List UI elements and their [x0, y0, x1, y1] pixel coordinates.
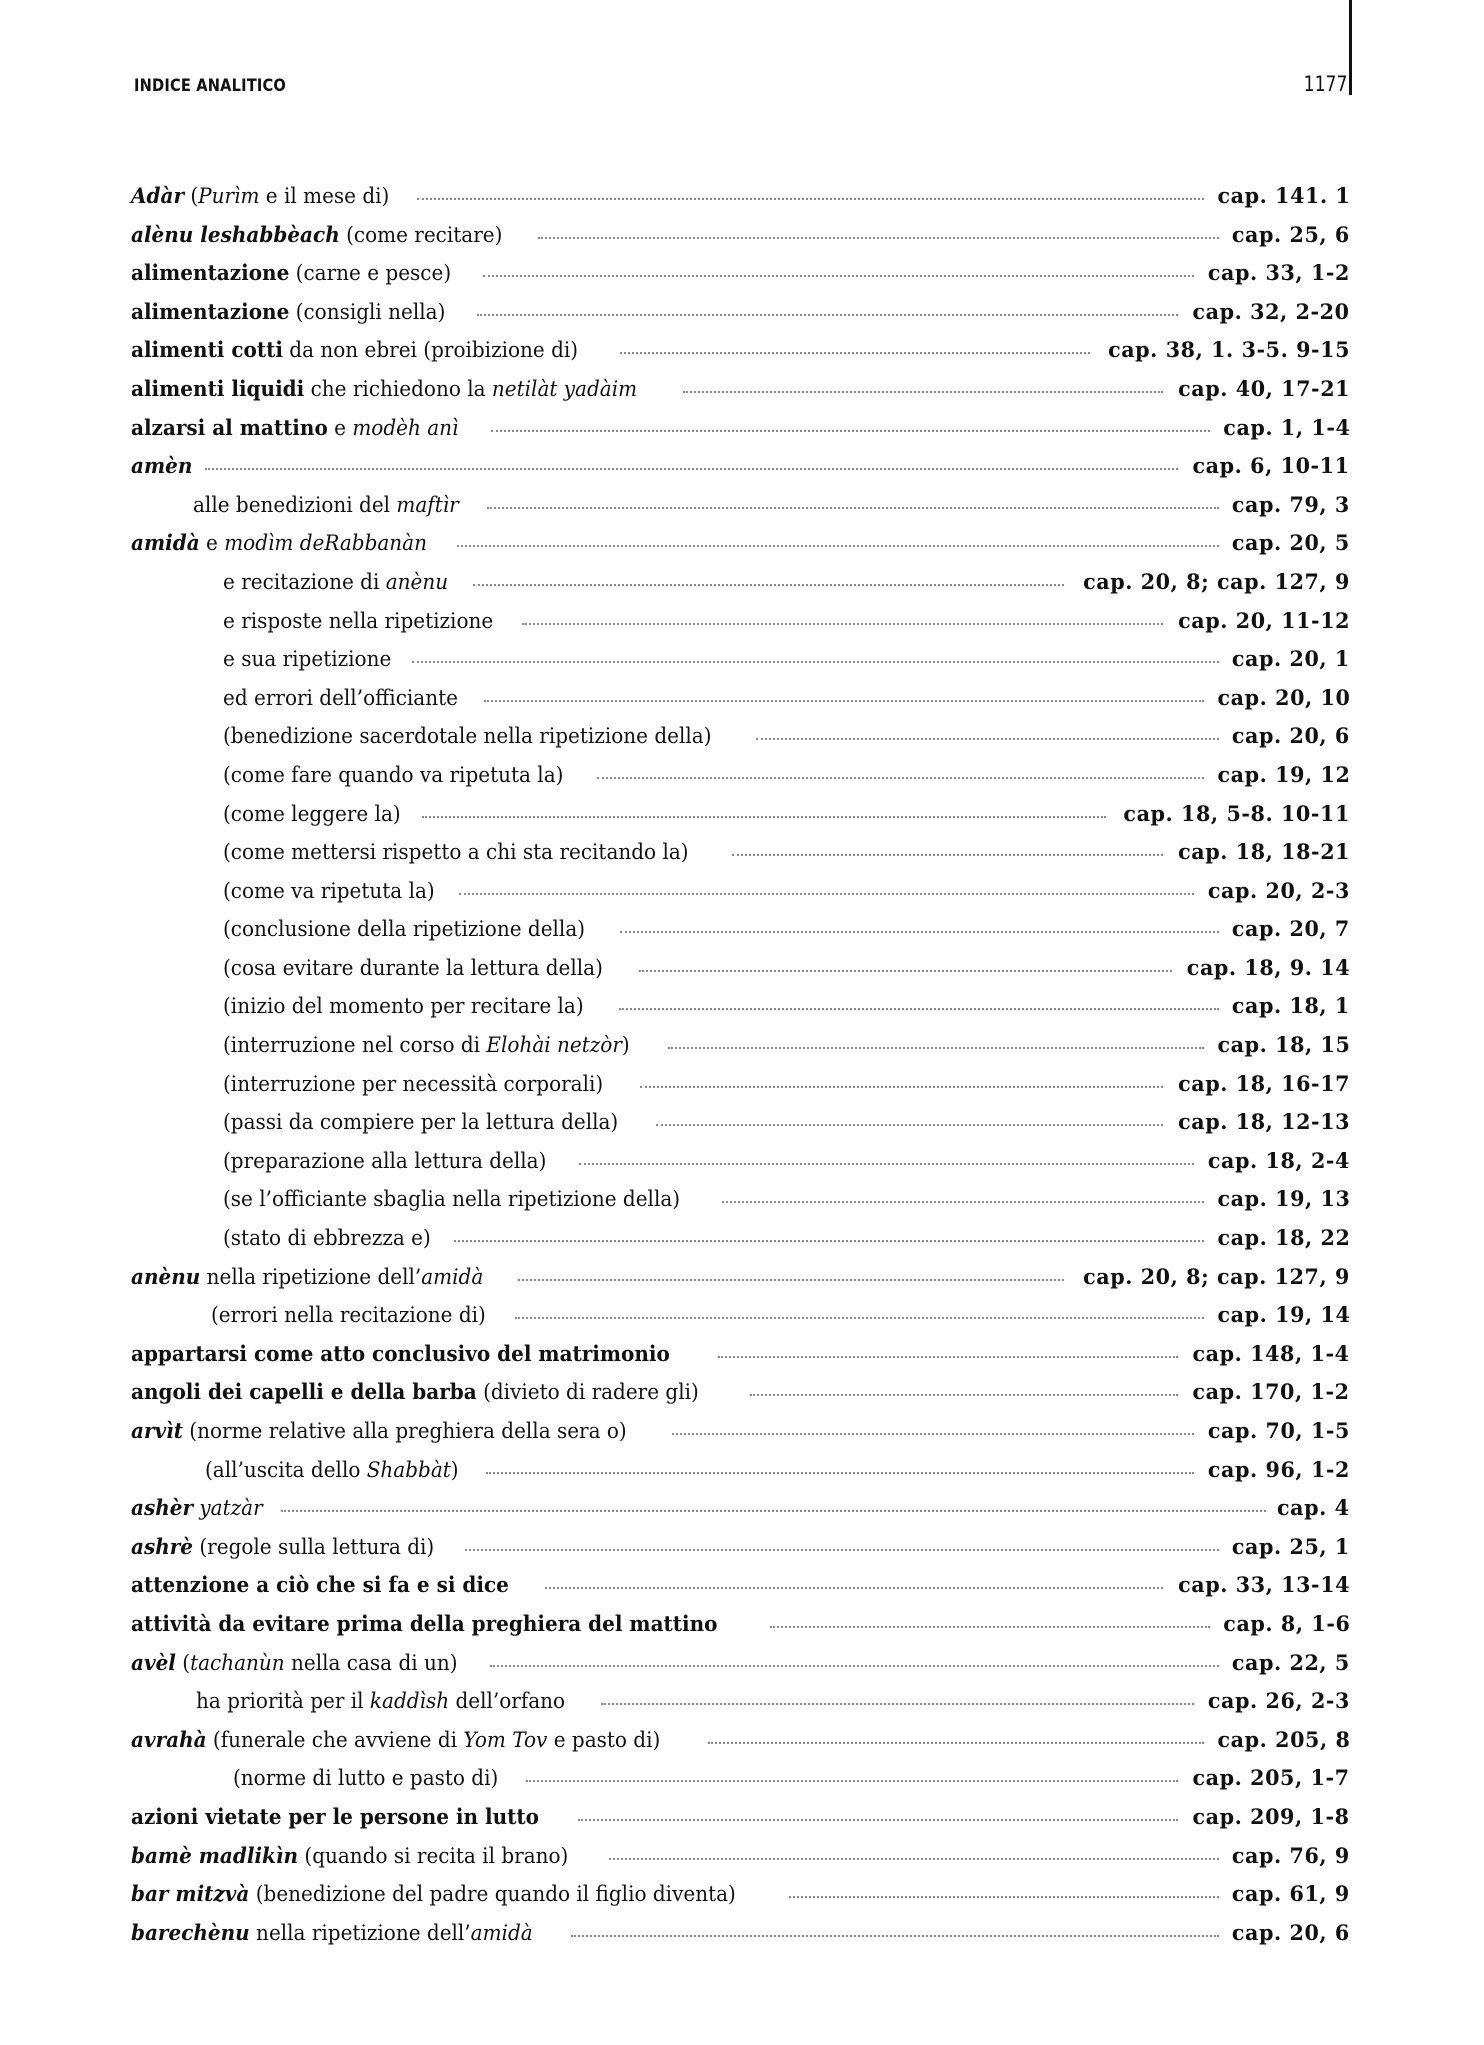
index-subentry	[131, 1143, 1350, 1182]
entry-text: che richiedono la	[304, 376, 492, 402]
entry-headword: amèn	[131, 454, 193, 480]
entry-text: (preparazione alla lettura della)	[223, 1148, 547, 1174]
dot-leader	[518, 1278, 1064, 1281]
dot-leader	[732, 853, 1163, 856]
entry-reference: cap. 20, 10	[1217, 685, 1350, 711]
entry-text: (divieto di radere gli)	[476, 1380, 699, 1406]
entry-text: (benedizione sacerdotale nella ripetizione della)	[223, 724, 712, 750]
entry-reference: cap. 25, 1	[1232, 1534, 1350, 1560]
entry-reference: cap. 19, 14	[1217, 1303, 1350, 1329]
entry-term	[131, 1567, 509, 1606]
entry-term	[131, 294, 445, 333]
index-entry	[131, 255, 1350, 294]
entry-headword: alzarsi al mattino	[131, 415, 328, 441]
entry-term	[223, 1220, 431, 1259]
dot-leader	[486, 1471, 1194, 1474]
entry-reference: cap. 70, 1-5	[1207, 1419, 1350, 1444]
dot-leader	[708, 1741, 1203, 1744]
entry-text: (interruzione per necessità corporali)	[223, 1071, 604, 1097]
index-subentry	[131, 680, 1350, 719]
entry-reference: cap. 79, 3	[1232, 492, 1350, 518]
entry-text: e risposte nella ripetizione	[223, 608, 494, 634]
entry-text: (norme relative alla preghiera della sera o)	[182, 1419, 627, 1444]
dot-leader	[417, 197, 1204, 200]
entry-term	[131, 217, 502, 256]
dot-leader	[656, 1123, 1163, 1126]
index-subentry	[131, 834, 1350, 873]
entry-text: alle benedizioni del	[193, 492, 397, 518]
entry-term	[233, 1760, 498, 1799]
entry-text: )	[621, 1033, 630, 1059]
entry-text: e	[327, 415, 353, 441]
entry-term	[131, 1490, 263, 1529]
entry-text: (passi da compiere per la lettura della)	[223, 1110, 619, 1136]
entry-reference: cap. 1, 1-4	[1222, 415, 1350, 441]
entry-text: (come mettersi rispetto a chi sta recitando la)	[223, 840, 689, 866]
index-entry	[131, 294, 1350, 333]
entry-headword: barechènu	[131, 1920, 250, 1946]
index-subentry	[131, 641, 1350, 680]
dot-leader	[601, 1702, 1194, 1705]
entry-reference: cap. 20, 11-12	[1178, 608, 1350, 634]
entry-text: anènu	[385, 569, 449, 595]
dot-leader	[422, 815, 1106, 818]
entry-headword: attenzione a ciò che si fa e si dice	[131, 1573, 509, 1599]
dot-leader	[484, 699, 1204, 702]
index-subentry	[131, 796, 1350, 835]
entry-text: maftìr	[396, 492, 459, 518]
entry-term	[131, 1259, 483, 1298]
entry-reference: cap. 20, 5	[1232, 531, 1350, 557]
entry-text: e sua ripetizione	[223, 647, 392, 673]
index-subentry	[131, 1181, 1350, 1220]
entry-term	[131, 1374, 699, 1413]
entry-reference: cap. 205, 1-7	[1193, 1766, 1350, 1792]
entry-headword: azioni vietate per le persone in lutto	[131, 1804, 539, 1830]
dot-leader	[579, 1162, 1194, 1165]
entry-term	[223, 564, 448, 603]
entry-term	[223, 1066, 603, 1105]
entry-text: netilàt yadàim	[491, 376, 638, 402]
entry-reference: cap. 18, 12-13	[1178, 1110, 1350, 1136]
entry-reference: cap. 6, 10-11	[1193, 454, 1350, 480]
index-entry	[131, 1374, 1350, 1413]
dot-leader	[465, 1548, 1219, 1551]
entry-text: modèh anì	[352, 415, 459, 441]
index-subentry	[131, 911, 1350, 950]
entry-term	[131, 371, 637, 410]
page-edge-rule	[1349, 0, 1352, 95]
entry-text: kaddìsh	[369, 1689, 450, 1715]
entry-term	[131, 1413, 627, 1452]
entry-term	[131, 1838, 568, 1877]
entry-headword: ashèr	[131, 1496, 194, 1522]
dot-leader	[522, 622, 1163, 625]
entry-reference: cap. 22, 5	[1232, 1650, 1350, 1676]
entry-term	[131, 1645, 458, 1684]
entry-text: tachanùn	[190, 1650, 285, 1676]
index-entry	[131, 1838, 1350, 1877]
dot-leader	[538, 236, 1219, 239]
entry-term	[131, 1799, 539, 1838]
entry-reference: cap. 18, 22	[1217, 1226, 1350, 1252]
entry-term	[131, 1915, 533, 1954]
entry-reference: cap. 18, 15	[1217, 1033, 1350, 1059]
entry-headword: angoli dei capelli e della barba	[131, 1380, 477, 1406]
index-subentry	[131, 1452, 1350, 1491]
entry-text: Shabbàt	[366, 1457, 451, 1483]
dot-leader	[597, 776, 1204, 779]
entry-text: (benedizione del padre quando il figlio diventa)	[249, 1882, 736, 1908]
index-list	[131, 178, 1350, 1953]
entry-reference: cap. 20, 7	[1232, 917, 1350, 943]
dot-leader	[571, 1934, 1219, 1937]
dot-leader	[756, 737, 1219, 740]
entry-reference: cap. 20, 1	[1232, 647, 1350, 673]
entry-reference: cap. 20, 8; cap. 127, 9	[1083, 1264, 1350, 1290]
entry-reference: cap. 205, 8	[1217, 1727, 1350, 1753]
index-entry	[131, 1336, 1350, 1375]
index-entry	[131, 1606, 1350, 1645]
entry-text: nella ripetizione dell’	[200, 1264, 422, 1290]
entry-text: da non ebrei (proibizione di)	[282, 338, 579, 364]
entry-term	[223, 911, 585, 950]
entry-headword: avèl	[131, 1650, 176, 1676]
entry-text: (carne e pesce)	[289, 261, 452, 287]
dot-leader	[515, 1316, 1204, 1319]
entry-text: (come recitare)	[339, 222, 503, 248]
entry-reference: cap. 8, 1-6	[1222, 1611, 1350, 1637]
index-entry	[131, 1259, 1350, 1298]
entry-reference: cap. 20, 8; cap. 127, 9	[1083, 569, 1350, 595]
entry-headword: ashrè	[131, 1534, 194, 1560]
entry-headword: alimenti cotti	[131, 338, 283, 364]
entry-term	[131, 332, 578, 371]
index-subentry	[131, 1066, 1350, 1105]
entry-reference: cap. 40, 17-21	[1178, 376, 1350, 402]
entry-term	[223, 603, 493, 642]
entry-headword: Adàr	[131, 184, 184, 209]
index-entry	[131, 1645, 1350, 1684]
entry-term	[223, 1143, 546, 1182]
entry-term	[223, 1104, 618, 1143]
entry-reference: cap. 18, 18-21	[1178, 840, 1350, 866]
dot-leader	[477, 313, 1178, 316]
entry-reference: cap. 170, 1-2	[1193, 1380, 1350, 1406]
entry-headword: anènu	[131, 1264, 201, 1290]
dot-leader	[459, 892, 1194, 895]
entry-text: (quando si recita il brano)	[298, 1843, 569, 1869]
entry-term	[131, 1722, 660, 1761]
entry-text: e	[199, 531, 225, 557]
entry-text: (cosa evitare durante la lettura della)	[223, 955, 603, 981]
index-entry	[131, 525, 1350, 564]
dot-leader	[483, 274, 1194, 277]
index-subentry	[131, 603, 1350, 642]
entry-term	[131, 1876, 736, 1915]
entry-text: amidà	[421, 1264, 484, 1290]
entry-reference: cap. 20, 6	[1232, 724, 1350, 750]
entry-text: nella casa di un)	[284, 1650, 458, 1676]
entry-reference: cap. 4	[1277, 1496, 1350, 1522]
entry-term	[131, 1529, 434, 1568]
entry-reference: cap. 76, 9	[1232, 1843, 1350, 1869]
entry-text: (conclusione della ripetizione della)	[223, 917, 586, 943]
entry-term	[223, 1027, 630, 1066]
dot-leader	[620, 930, 1219, 933]
running-title: INDICE ANALITICO	[134, 76, 287, 96]
entry-text: (funerale che avviene di	[206, 1727, 464, 1753]
entry-reference: cap. 32, 2-20	[1193, 299, 1350, 325]
entry-term	[131, 1336, 670, 1375]
entry-reference: cap. 18, 9. 14	[1186, 955, 1350, 981]
entry-reference: cap. 33, 1-2	[1207, 261, 1350, 287]
entry-headword: alènu leshabbèach	[131, 222, 340, 248]
entry-term	[223, 950, 603, 989]
dot-leader	[672, 1432, 1194, 1435]
entry-term	[131, 410, 458, 449]
entry-headword: arvìt	[131, 1419, 183, 1444]
index-subentry	[131, 988, 1350, 1027]
entry-reference: cap. 26, 2-3	[1207, 1689, 1350, 1715]
dot-leader	[619, 1007, 1219, 1010]
index-entry	[131, 217, 1350, 256]
index-entry	[131, 410, 1350, 449]
entry-term	[223, 834, 689, 873]
dot-leader	[750, 1393, 1179, 1396]
entry-term	[193, 487, 459, 526]
dot-leader	[789, 1895, 1219, 1898]
index-entry	[131, 1529, 1350, 1568]
entry-reference: cap. 18, 5-8. 10-11	[1123, 801, 1350, 827]
index-entry	[131, 332, 1350, 371]
entry-term	[223, 680, 458, 719]
entry-reference: cap. 18, 2-4	[1207, 1148, 1350, 1174]
index-entry	[131, 178, 1350, 217]
entry-term	[223, 641, 391, 680]
index-entry	[131, 1722, 1350, 1761]
entry-reference: cap. 96, 1-2	[1207, 1457, 1350, 1483]
entry-text: e il mese di)	[259, 184, 390, 209]
dot-leader	[683, 390, 1163, 393]
entry-text: (	[183, 184, 199, 209]
index-subentry	[131, 757, 1350, 796]
entry-text: (all’uscita dello	[205, 1457, 367, 1483]
entry-text: (	[175, 1650, 191, 1676]
entry-term	[196, 1683, 565, 1722]
dot-leader	[526, 1779, 1178, 1782]
index-subentry	[131, 1683, 1350, 1722]
entry-headword: avrahà	[131, 1727, 207, 1753]
dot-leader	[490, 1664, 1219, 1667]
entry-text: ed errori dell’officiante	[223, 685, 458, 711]
index-subentry	[131, 873, 1350, 912]
entry-reference: cap. 20, 6	[1232, 1920, 1350, 1946]
entry-text: (consigli nella)	[289, 299, 446, 325]
dot-leader	[281, 1509, 1267, 1512]
entry-reference: cap. 20, 2-3	[1207, 878, 1350, 904]
index-entry	[131, 371, 1350, 410]
index-entry	[131, 1915, 1350, 1954]
entry-text: (interruzione nel corso di	[223, 1033, 487, 1059]
entry-term	[223, 796, 401, 835]
entry-headword: bar mitzvà	[131, 1882, 250, 1908]
entry-text: yatzàr	[193, 1496, 263, 1522]
index-entry	[131, 1876, 1350, 1915]
entry-text: modìm deRabbanàn	[224, 531, 427, 557]
entry-text: (come leggere la)	[223, 801, 401, 827]
dot-leader	[640, 1085, 1163, 1088]
entry-term	[223, 873, 435, 912]
dot-leader	[770, 1625, 1210, 1628]
entry-term	[223, 1181, 680, 1220]
entry-term	[131, 178, 389, 217]
entry-reference: cap. 18, 16-17	[1178, 1071, 1350, 1097]
entry-text: (regole sulla lettura di)	[193, 1534, 435, 1560]
entry-headword: bamè madlikìn	[131, 1843, 299, 1869]
dot-leader	[454, 1239, 1203, 1242]
index-subentry	[131, 1760, 1350, 1799]
dot-leader	[639, 969, 1171, 972]
entry-term	[131, 1606, 717, 1645]
entry-term	[131, 255, 451, 294]
entry-text: Purìm	[198, 184, 260, 209]
index-subentry	[131, 487, 1350, 526]
entry-text: e pasto di)	[547, 1727, 661, 1753]
entry-headword: attività da evitare prima della preghiera del mattino	[131, 1611, 718, 1637]
entry-term	[131, 448, 192, 487]
entry-text: dell’orfano	[449, 1689, 566, 1715]
dot-leader	[668, 1046, 1203, 1049]
entry-headword: alimentazione	[131, 299, 290, 325]
index-subentry	[131, 718, 1350, 757]
dot-leader	[487, 506, 1219, 509]
index-entry	[131, 1799, 1350, 1838]
entry-reference: cap. 33, 13-14	[1178, 1573, 1350, 1599]
dot-leader	[578, 1818, 1179, 1821]
entry-text: Yom Tov	[463, 1727, 548, 1753]
index-subentry	[131, 1104, 1350, 1143]
dot-leader	[491, 429, 1210, 432]
index-subentry	[131, 1027, 1350, 1066]
entry-text: nella ripetizione dell’	[249, 1920, 471, 1946]
dot-leader	[718, 1355, 1178, 1358]
entry-text: (errori nella recitazione di)	[211, 1303, 486, 1329]
index-entry	[131, 1413, 1350, 1452]
index-entry	[131, 1567, 1350, 1606]
index-subentry	[131, 1220, 1350, 1259]
entry-reference: cap. 209, 1-8	[1193, 1804, 1350, 1830]
entry-reference: cap. 61, 9	[1232, 1882, 1350, 1908]
index-subentry	[131, 1297, 1350, 1336]
index-entry	[131, 1490, 1350, 1529]
index-entry	[131, 448, 1350, 487]
entry-text: (come fare quando va ripetuta la)	[223, 762, 564, 788]
entry-term	[131, 525, 427, 564]
entry-reference: cap. 25, 6	[1232, 222, 1350, 248]
entry-reference: cap. 19, 12	[1217, 762, 1350, 788]
entry-headword: appartarsi come atto conclusivo del matrimonio	[131, 1341, 670, 1367]
entry-text: (stato di ebbrezza e)	[223, 1226, 431, 1252]
entry-text: )	[450, 1457, 459, 1483]
entry-reference: cap. 19, 13	[1217, 1187, 1350, 1213]
index-subentry	[131, 950, 1350, 989]
entry-reference: cap. 148, 1-4	[1193, 1341, 1350, 1367]
dot-leader	[412, 660, 1219, 663]
page-number: 1177	[1303, 72, 1347, 96]
entry-headword: alimenti liquidi	[131, 376, 305, 402]
entry-reference: cap. 141. 1	[1217, 184, 1350, 209]
entry-term	[223, 988, 584, 1027]
entry-reference: cap. 18, 1	[1232, 994, 1350, 1020]
dot-leader	[722, 1200, 1203, 1203]
dot-leader	[620, 351, 1090, 354]
dot-leader	[473, 583, 1064, 586]
entry-text: amidà	[470, 1920, 533, 1946]
entry-text: (come va ripetuta la)	[223, 878, 435, 904]
entry-text: Elohài netzòr	[486, 1033, 622, 1059]
entry-term	[211, 1297, 486, 1336]
entry-text: e recitazione di	[223, 569, 386, 595]
index-subentry	[131, 564, 1350, 603]
entry-text: (inizio del momento per recitare la)	[223, 994, 584, 1020]
entry-term	[223, 757, 563, 796]
dot-leader	[545, 1586, 1163, 1589]
dot-leader	[609, 1857, 1219, 1860]
entry-text: ha priorità per il	[196, 1689, 370, 1715]
entry-text: (se l’officiante sbaglia nella ripetizione della)	[223, 1187, 681, 1213]
entry-reference: cap. 38, 1. 3-5. 9-15	[1108, 338, 1350, 364]
entry-term	[205, 1452, 459, 1491]
entry-term	[223, 718, 711, 757]
entry-headword: amidà	[131, 531, 200, 557]
entry-headword: alimentazione	[131, 261, 290, 287]
dot-leader	[205, 467, 1178, 470]
dot-leader	[457, 544, 1219, 547]
entry-text: (norme di lutto e pasto di)	[233, 1766, 499, 1792]
